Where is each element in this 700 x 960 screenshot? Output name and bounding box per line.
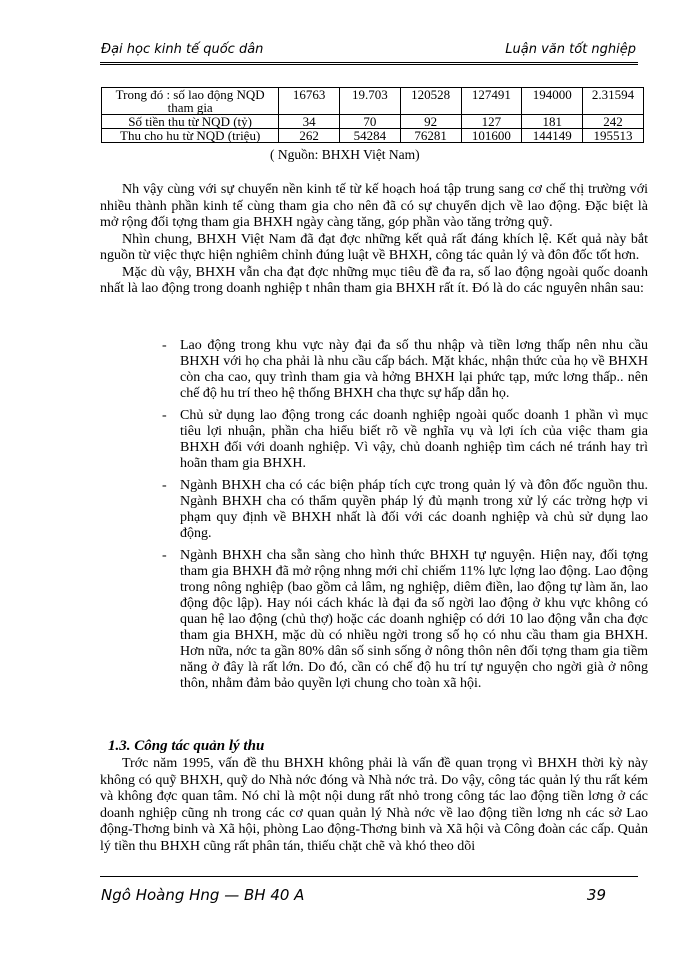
list-item-text: Ngành BHXH cha sẵn sàng cho hình thức BHXH tự nguyện. Hiện nay, đối tợng tham gia BHXH đã mở rộng nhng mới chỉ chiếm 11% lực lợng lao động. Lao động trong nông nghiệp (bao gồm cả lâm, ng nghiệp, diêm điền, lao động tự làm ăn, lao động độc lập). Hay nói cách khác là đại đa số ngời lao động ở khu vực không có quan hệ lao động (chủ thợ) hoặc các doanh nghiệp có dới 10 lao động vẫn cha đợc tham gia BHXH, mặc dù có nhiều ngời trong số họ có nhu cầu tham gia BHXH. Hơn nữa, nớc ta gần 80% dân số sinh sống ở nông thôn nên đối tợng tham gia tiềm năng ở đây là rất lớn. Do đó, cần có chế độ hu trí tự nguyện cho ngời già ở nông thôn, nhằm đảm bảo quyền lợi chung cho toàn xã hội. [180, 548, 648, 691]
table-cell: 70 [340, 115, 401, 129]
header-rule-second [100, 64, 638, 65]
table-cell: 92 [400, 115, 461, 129]
intro-paragraphs [100, 182, 648, 298]
header-rule [100, 62, 638, 63]
list-item [162, 338, 648, 402]
row-label: Trong đó : số lao động NQD tham gia [102, 88, 279, 115]
paragraph: Nh vậy cùng với sự chuyển nền kinh tế từ kế hoạch hoá tập trung sang cơ chế thị trường với nhiều thành phần kinh tế cùng tham gia cho nên đã có sự chuyển dịch về lao động. Đặc biệt là mở rộng đối tợng tham gia BHXH ngày càng tăng, góp phần vào tăng trởng quỹ. [100, 182, 648, 230]
table-cell: 19.703 [340, 88, 401, 115]
table-cell: 16763 [279, 88, 340, 115]
table-cell: 181 [522, 115, 583, 129]
cause-list [162, 338, 648, 698]
bullet-marker: - [162, 548, 167, 563]
table-row [102, 129, 644, 143]
section-body [100, 756, 648, 855]
table-cell: 2.31594 [583, 88, 644, 115]
header-university: Đại học kinh tế quốc dân [101, 42, 264, 57]
bullet-marker: - [162, 338, 167, 353]
list-item-text: Ngành BHXH cha có các biện pháp tích cực trong quản lý và đôn đốc nguồn thu. Ngành BHXH cha có thẩm quyền pháp lý đủ mạnh trong xử lý các trờng hợp vi phạm quy định về BHXH nhất là đối với các doanh nghiệp và chủ sử dụng lao động. [180, 478, 648, 541]
section-heading: 1.3. Công tác quản lý thu [108, 738, 265, 754]
list-item [162, 408, 648, 472]
list-item [162, 478, 648, 542]
table-cell: 120528 [400, 88, 461, 115]
table-cell: 242 [583, 115, 644, 129]
row-label: Thu cho hu từ NQD (triệu) [102, 129, 279, 143]
footer-author: Ngô Hoàng Hng — BH 40 A [101, 886, 305, 904]
table-cell: 195513 [583, 129, 644, 143]
table-cell: 101600 [461, 129, 522, 143]
bullet-marker: - [162, 408, 167, 423]
table-cell: 127491 [461, 88, 522, 115]
table-row [102, 115, 644, 129]
table-source: ( Nguồn: BHXH Việt Nam) [270, 147, 420, 162]
table-cell: 127 [461, 115, 522, 129]
statistics-table [101, 87, 644, 143]
footer-rule [100, 876, 638, 877]
list-item-text: Lao động trong khu vực này đại đa số thu nhập và tiền lơng thấp nên nhu cầu BHXH với họ cha phải là nhu cầu cấp bách. Mặt khác, nhận thức của họ về BHXH còn cha cao, quy trình tham gia và hởng BHXH lại phức tạp, mức lơng thấp.. nên chế độ hu trí theo hệ thống BHXH cha thực sự hấp dẫn họ. [180, 338, 648, 401]
table-cell: 144149 [522, 129, 583, 143]
table-cell: 194000 [522, 88, 583, 115]
row-label: Số tiền thu từ NQD (tỷ) [102, 115, 279, 129]
table-row [102, 88, 644, 115]
table-cell: 54284 [340, 129, 401, 143]
list-item [162, 548, 648, 692]
bullet-marker: - [162, 478, 167, 493]
table-cell: 262 [279, 129, 340, 143]
table-cell: 76281 [400, 129, 461, 143]
paragraph: Trớc năm 1995, vấn đề thu BHXH không phải là vấn đề quan trọng vì BHXH thời kỳ này không có quỹ BHXH, quỹ do Nhà nớc đóng và Nhà nớc trả. Do vậy, công tác quản lý thu rất kém và không đợc quan tâm. Nó chỉ là một nội dung rất nhỏ trong công tác lao động tiền lơng ở các doanh nghiệp cũng nh trong các cơ quan quản lý Nhà nớc về lao động tiền lơng nh các sở Lao động-Thơng binh và Xã hội, phòng Lao động-Thơng binh và Xã hội và Công đoàn các cấp. Quản lý tiền thu BHXH cũng rất phân tán, thiếu chặt chẽ và khó theo dõi [100, 756, 648, 854]
paragraph: Nhìn chung, BHXH Việt Nam đã đạt đợc những kết quả rất đáng khích lệ. Kết quả này bắt nguồn từ việc thực hiện nghiêm chỉnh đúng luật về BHXH, công tác quản lý và đôn đốc tốt hơn. [100, 231, 648, 263]
page-number: 39 [586, 886, 606, 904]
list-item-text: Chủ sử dụng lao động trong các doanh nghiệp ngoài quốc doanh 1 phần vì mục tiêu lợi nhuận, phần cha hiểu biết rõ về nghĩa vụ và lợi ích của việc tham gia BHXH đối với doanh nghiệp. Vì vậy, chủ doanh nghiệp tìm cách né tránh hay trì hoãn tham gia BHXH. [180, 408, 648, 471]
paragraph: Mặc dù vậy, BHXH vẫn cha đạt đợc những mục tiêu đề đa ra, số lao động ngoài quốc doanh nhất là lao động trong doanh nghiệp t nhân tham gia BHXH rất ít. Đó là do các nguyên nhân sau: [100, 264, 648, 296]
table-cell: 34 [279, 115, 340, 129]
header-thesis-label: Luận văn tốt nghiệp [505, 42, 636, 57]
